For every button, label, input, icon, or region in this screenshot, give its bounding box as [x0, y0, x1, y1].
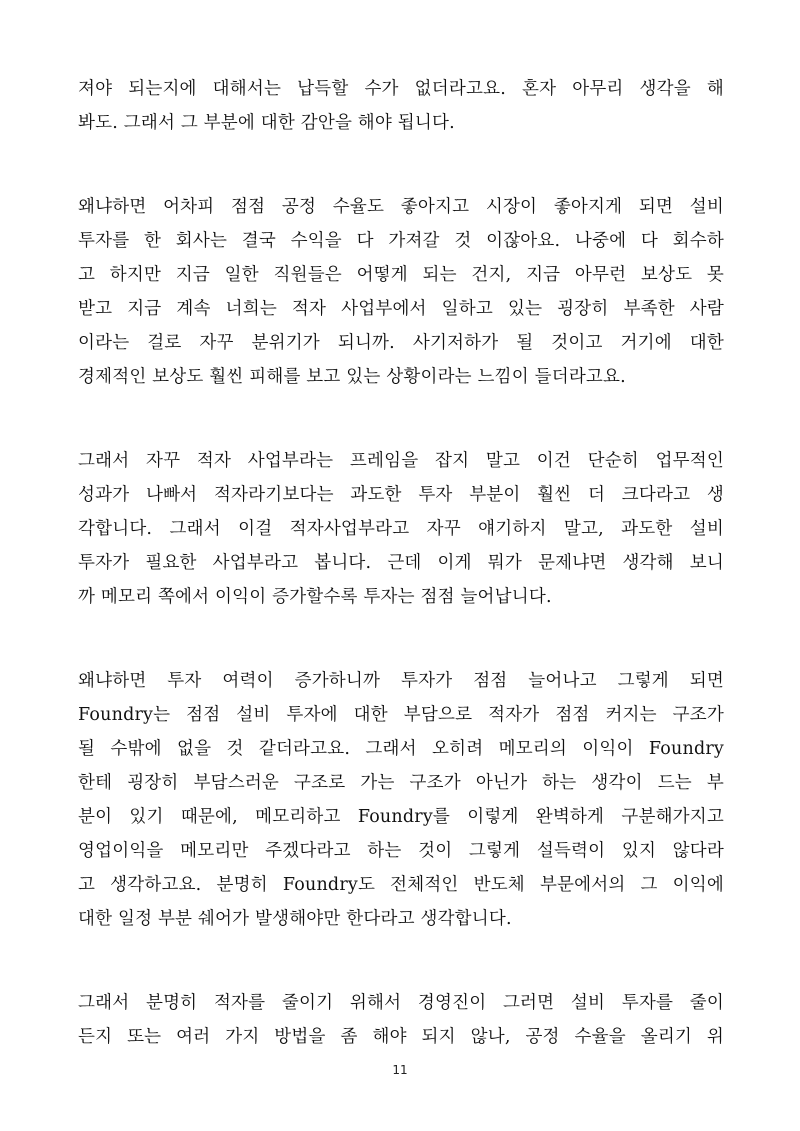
paragraph-1 — [78, 72, 724, 140]
text-line: 져야 되는지에 대해서는 납득할 수가 없더라고요. 혼자 아무리 생각을 해 — [78, 79, 724, 99]
text-line: 왜냐하면 투자 여력이 증가하니까 투자가 점점 늘어나고 그렇게 되면 — [78, 671, 724, 691]
text-line: 왜냐하면 어차피 점점 공정 수율도 좋아지고 시장이 좋아지게 되면 설비 — [78, 197, 724, 217]
text-line: 고 하지만 지금 일한 직원들은 어떻게 되는 건지, 지금 아무런 보상도 못 — [78, 265, 724, 285]
text-line: 고 생각하고요. 분명히 Foundry도 전체적인 반도체 부문에서의 그 이익에 — [78, 875, 724, 895]
text-line: 영업이익을 메모리만 주겠다라고 하는 것이 그렇게 설득력이 있지 않다라 — [78, 841, 724, 861]
paragraph-4 — [78, 664, 724, 936]
text-line: 받고 지금 계속 너희는 적자 사업부에서 일하고 있는 굉장히 부족한 사람 — [78, 299, 724, 319]
text-line: 대한 일정 부분 쉐어가 발생해야만 한다라고 생각합니다. — [78, 909, 512, 929]
text-line: 투자를 한 회사는 결국 수익을 다 가져갈 것 이잖아요. 나중에 다 회수하 — [78, 231, 724, 251]
text-line: 될 수밖에 없을 것 같더라고요. 그래서 오히려 메모리의 이익이 Foundry — [78, 739, 724, 759]
text-line: 성과가 나빠서 적자라기보다는 과도한 투자 부분이 훨씬 더 크다라고 생 — [78, 485, 724, 505]
text-line: 각합니다. 그래서 이걸 적자사업부라고 자꾸 얘기하지 말고, 과도한 설비 — [78, 519, 724, 539]
text-line: 이라는 걸로 자꾸 분위기가 되니까. 사기저하가 될 것이고 거기에 대한 — [78, 333, 724, 353]
body-text — [78, 72, 724, 1104]
text-line: 든지 또는 여러 가지 방법을 좀 해야 되지 않나, 공정 수율을 올리기 위 — [78, 1027, 724, 1047]
text-line: 한테 굉장히 부담스러운 구조로 가는 구조가 아닌가 하는 생각이 드는 부 — [78, 773, 724, 793]
text-line: 분이 있기 때문에, 메모리하고 Foundry를 이렇게 완벽하게 구분해가지고 — [78, 807, 724, 827]
text-line: 그래서 자꾸 적자 사업부라는 프레임을 잡지 말고 이건 단순히 업무적인 — [78, 451, 724, 471]
paragraph-5 — [78, 986, 724, 1054]
text-line: Foundry는 점점 설비 투자에 대한 부담으로 적자가 점점 커지는 구조가 — [78, 705, 724, 725]
text-line: 투자가 필요한 사업부라고 봅니다. 근데 이게 뭐가 문제냐면 생각해 보니 — [78, 553, 724, 573]
text-line: 그래서 분명히 적자를 줄이기 위해서 경영진이 그러면 설비 투자를 줄이 — [78, 993, 724, 1013]
text-line: 봐도. 그래서 그 부분에 대한 감안을 해야 됩니다. — [78, 113, 455, 133]
paragraph-2 — [78, 190, 724, 394]
page-number: 11 — [392, 1063, 408, 1077]
paragraph-3 — [78, 444, 724, 614]
text-line: 까 메모리 쪽에서 이익이 증가할수록 투자는 점점 늘어납니다. — [78, 587, 552, 607]
text-line: 경제적인 보상도 훨씬 피해를 보고 있는 상황이라는 느낌이 들더라고요. — [78, 367, 626, 387]
